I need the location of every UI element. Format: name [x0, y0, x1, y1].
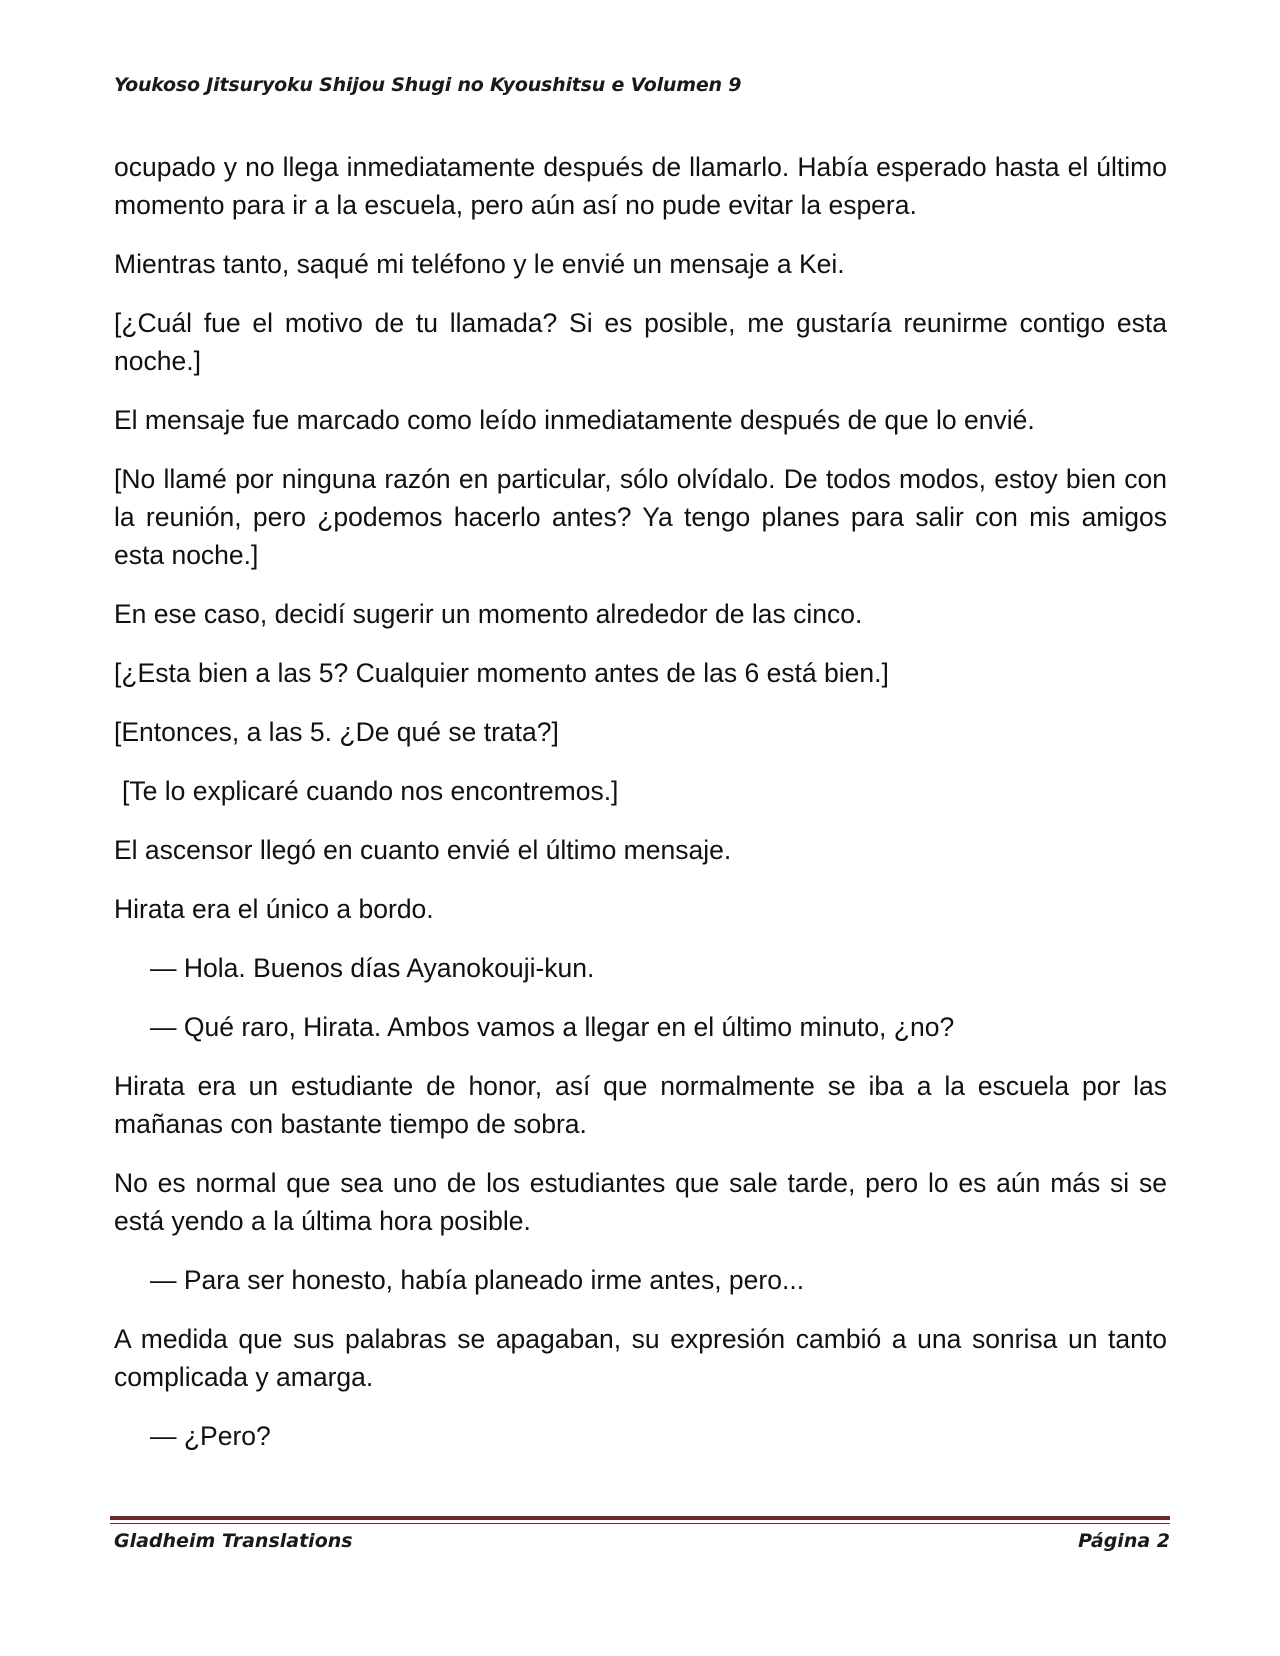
paragraph: Hirata era el único a bordo.	[114, 894, 434, 924]
footer-credit: Gladheim Translations	[114, 1530, 353, 1552]
paragraph: En ese caso, decidí sugerir un momento alrededor de las cinco.	[114, 599, 863, 629]
paragraph: No es normal que sea uno de los estudiantes que sale tarde, pero lo es aún más si se está yendo a la última hora posible.	[114, 1168, 1167, 1236]
document-body	[114, 148, 1167, 1476]
paragraph: El mensaje fue marcado como leído inmediatamente después de que lo envié.	[114, 405, 1035, 435]
page-header-title: Youkoso Jitsuryoku Shijou Shugi no Kyoushitsu e Volumen 9	[114, 74, 742, 96]
paragraph: [Entonces, a las 5. ¿De qué se trata?]	[114, 717, 559, 747]
paragraph: [No llamé por ninguna razón en particular, sólo olvídalo. De todos modos, estoy bien con la reunión, pero ¿podemos hacerlo antes? Ya tengo planes para salir con mis amigos esta noche.]	[114, 464, 1167, 570]
footer-divider-thin	[110, 1523, 1170, 1524]
dialogue-line: — Hola. Buenos días Ayanokouji-kun.	[150, 953, 595, 983]
page-footer	[114, 1530, 1170, 1552]
paragraph: Hirata era un estudiante de honor, así que normalmente se iba a la escuela por las mañanas con bastante tiempo de sobra.	[114, 1071, 1167, 1139]
page-number: Página 2	[1078, 1530, 1170, 1552]
paragraph: Mientras tanto, saqué mi teléfono y le envié un mensaje a Kei.	[114, 249, 845, 279]
paragraph: [¿Esta bien a las 5? Cualquier momento antes de las 6 está bien.]	[114, 658, 889, 688]
paragraph: ocupado y no llega inmediatamente después de llamarlo. Había esperado hasta el último momento para ir a la escuela, pero aún así no pude evitar la espera.	[114, 152, 1167, 220]
paragraph: [Te lo explicaré cuando nos encontremos.]	[122, 776, 619, 806]
dialogue-line: — Qué raro, Hirata. Ambos vamos a llegar en el último minuto, ¿no?	[150, 1012, 955, 1042]
dialogue-line: — Para ser honesto, había planeado irme antes, pero...	[150, 1265, 805, 1295]
paragraph: [¿Cuál fue el motivo de tu llamada? Si es posible, me gustaría reunirme contigo esta noche.]	[114, 308, 1167, 376]
dialogue-line: — ¿Pero?	[150, 1421, 271, 1451]
paragraph: El ascensor llegó en cuanto envié el último mensaje.	[114, 835, 732, 865]
footer-divider	[110, 1516, 1170, 1520]
paragraph: A medida que sus palabras se apagaban, su expresión cambió a una sonrisa un tanto complicada y amarga.	[114, 1324, 1167, 1392]
